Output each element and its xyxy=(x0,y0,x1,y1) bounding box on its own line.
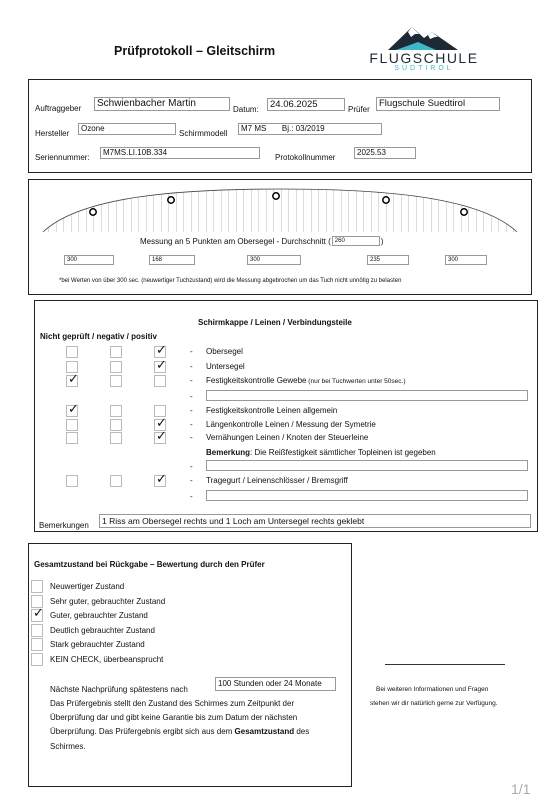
gesamt-option-4-label: Deutlich gebrauchter Zustand xyxy=(50,625,155,635)
row-bullet: - xyxy=(190,420,193,429)
gesamt-option-3-checkbox[interactable] xyxy=(31,605,44,622)
pruefer-field[interactable]: Flugschule Suedtirol xyxy=(376,97,500,111)
measure-average-field[interactable]: 260 xyxy=(332,236,380,246)
check-row-3-positiv-checkbox[interactable] xyxy=(154,375,166,387)
check-row-7-label: Tragegurt / Leinenschlösser / Bremsgriff xyxy=(206,476,348,485)
protokollnummer-field[interactable]: 2025.53 xyxy=(354,147,416,159)
measure-value-1[interactable]: 300 xyxy=(64,255,114,265)
check-row-1-nicht-geprueft-checkbox[interactable] xyxy=(66,346,78,358)
result-text-3a: Überprüfung. Das Prüfergebnis ergibt sich aus dem xyxy=(50,727,235,736)
measure-point-2 xyxy=(168,197,174,203)
signature-line xyxy=(385,664,505,665)
pruefer-label: Prüfer xyxy=(348,105,370,114)
row-bullet: - xyxy=(190,476,193,485)
measure-note: *bei Werten von über 300 sec. (neuwertiger Tuchzustand) wird die Messung abgebrochen um das Tuch nicht unnötig zu belasten xyxy=(59,278,402,284)
result-text-1: Das Prüfergebnis stellt den Zustand des Schirmes zum Zeitpunkt der xyxy=(50,699,295,708)
check-row-6-nicht-geprueft-checkbox[interactable] xyxy=(66,432,78,444)
check-row-1-label: Obersegel xyxy=(206,347,243,356)
mountain-logo-icon xyxy=(366,22,482,52)
check-row-4-negativ-checkbox[interactable] xyxy=(110,405,122,417)
result-text-2: Überprüfung dar und gibt keine Garantie bis zum Datum der nächsten xyxy=(50,713,298,722)
measure-caption-end: ) xyxy=(380,236,384,246)
datum-label: Datum: xyxy=(233,105,259,114)
check-row-5-negativ-checkbox[interactable] xyxy=(110,419,122,431)
result-text-3c: des xyxy=(294,727,310,736)
next-check-label: Nächste Nachprüfung spätestens nach xyxy=(50,685,188,694)
extra-note-field-3[interactable] xyxy=(206,490,528,501)
bemerkung-label: Bemerkung xyxy=(206,448,251,457)
logo-sub: SÜDTIROL xyxy=(394,65,454,72)
hersteller-field[interactable]: Ozone xyxy=(78,123,176,135)
seriennummer-field[interactable]: M7MS.LI.10B.334 xyxy=(100,147,260,159)
result-text-4: Schirmes. xyxy=(50,742,86,751)
hersteller-label: Hersteller xyxy=(35,129,70,138)
schirmmodell-field[interactable]: M7 MS Bj.: 03/2019 xyxy=(238,123,382,135)
check-row-4-nicht-geprueft-checkbox[interactable] xyxy=(66,401,79,417)
measure-point-5 xyxy=(461,209,467,215)
logo-name: FLUGSCHULE xyxy=(369,50,479,66)
row-bullet: - xyxy=(190,406,193,415)
checkmark-icon: ✓ xyxy=(156,428,167,443)
bemerkung-line xyxy=(206,448,436,457)
side-info-2: stehen wir dir natürlich gerne zur Verfügung. xyxy=(370,700,498,707)
checkmark-icon: ✓ xyxy=(156,415,167,430)
measure-value-5[interactable]: 300 xyxy=(445,255,487,265)
result-text-3 xyxy=(50,727,309,736)
logo xyxy=(366,22,482,74)
measure-caption-text: Messung an 5 Punkten am Obersegel - Durchschnitt ( xyxy=(140,236,331,246)
page-number: 1/1 xyxy=(511,781,531,797)
extra-note-field-1[interactable] xyxy=(206,390,528,401)
schirmmodell-label: Schirmmodell xyxy=(179,129,228,138)
wing-diagram xyxy=(41,186,519,234)
row-bullet: - xyxy=(190,347,193,356)
gesamt-option-3-label: Guter, gebrauchter Zustand xyxy=(50,611,148,620)
check-row-7-positiv-checkbox[interactable] xyxy=(154,471,167,487)
measure-value-2[interactable]: 168 xyxy=(149,255,195,265)
row-bullet: - xyxy=(190,433,193,442)
check-row-3-negativ-checkbox[interactable] xyxy=(110,375,122,387)
gesamt-option-4-checkbox[interactable] xyxy=(31,624,43,637)
measure-point-1 xyxy=(90,209,96,215)
measure-value-4[interactable]: 235 xyxy=(367,255,409,265)
check-row-7-nicht-geprueft-checkbox[interactable] xyxy=(66,475,78,487)
datum-field[interactable]: 24.06.2025 xyxy=(267,98,345,111)
side-info-1: Bei weiteren Informationen und Fragen xyxy=(376,686,489,693)
gesamt-option-2-label: Sehr guter, gebrauchter Zustand xyxy=(50,596,166,606)
page-title: Prüfprotokoll – Gleitschirm xyxy=(114,44,276,58)
checkmark-icon: ✓ xyxy=(156,342,167,357)
bemerkungen-label: Bemerkungen xyxy=(39,521,89,530)
checkmark-icon: ✓ xyxy=(68,401,79,416)
extra-note-field-2[interactable] xyxy=(206,460,528,471)
check-row-3-nicht-geprueft-checkbox[interactable] xyxy=(66,371,79,387)
gesamt-option-1-label: Neuwertiger Zustand xyxy=(50,582,125,591)
gesamt-option-6-label: KEIN CHECK, überbeansprucht xyxy=(50,654,164,664)
checks-section-title: Schirmkappe / Leinen / Verbindungsteile xyxy=(198,318,352,327)
bemerkungen-field[interactable]: 1 Riss am Obersegel rechts und 1 Loch am Untersegel rechts geklebt xyxy=(99,514,531,528)
row-bullet: - xyxy=(190,392,193,401)
check-row-3-label: Festigkeitskontrolle Gewebe (nur bei Tuchwerten unter 50sec.) xyxy=(206,376,406,385)
seriennummer-label: Seriennummer: xyxy=(35,153,90,162)
auftraggeber-field[interactable]: Schwienbacher Martin xyxy=(94,97,230,111)
gesamt-title: Gesamtzustand bei Rückgabe – Bewertung durch den Prüfer xyxy=(34,560,265,569)
checkmark-icon: ✓ xyxy=(156,471,167,486)
checks-column-header: Nicht geprüft / negativ / positiv xyxy=(40,332,157,341)
check-row-6-positiv-checkbox[interactable] xyxy=(154,428,167,444)
check-row-5-nicht-geprueft-checkbox[interactable] xyxy=(66,419,78,431)
check-row-5-label: Längenkontrolle Leinen / Messung der Symetrie xyxy=(206,420,376,429)
check-row-1-negativ-checkbox[interactable] xyxy=(110,346,122,358)
check-row-7-negativ-checkbox[interactable] xyxy=(110,475,122,487)
checkmark-icon: ✓ xyxy=(156,357,167,372)
checkmark-icon: ✓ xyxy=(33,605,44,620)
gesamt-option-6-checkbox[interactable] xyxy=(31,653,43,666)
measure-point-3 xyxy=(273,193,279,199)
gesamt-option-1-checkbox[interactable] xyxy=(31,580,43,593)
row-bullet: - xyxy=(190,376,193,385)
measure-caption xyxy=(140,236,383,246)
check-row-6-label: Vernähungen Leinen / Knoten der Steuerleine xyxy=(206,433,369,442)
check-row-6-negativ-checkbox[interactable] xyxy=(110,432,122,444)
auftraggeber-label: Auftraggeber xyxy=(35,104,82,113)
measure-value-3[interactable]: 300 xyxy=(247,255,301,265)
measure-point-4 xyxy=(383,197,389,203)
check-row-4-label: Festigkeitskontrolle Leinen allgemein xyxy=(206,406,338,415)
row-bullet: - xyxy=(190,492,193,501)
checkmark-icon: ✓ xyxy=(68,371,79,386)
bemerkung-text: : Die Reißfestigkeit sämtlicher Topleinen ist gegeben xyxy=(250,448,436,457)
gesamt-option-5-checkbox[interactable] xyxy=(31,638,43,651)
protokollnummer-label: Protokollnummer xyxy=(275,153,336,162)
result-text-3b: Gesamtzustand xyxy=(234,727,295,736)
next-check-field[interactable]: 100 Stunden oder 24 Monate xyxy=(215,677,336,691)
check-row-2-positiv-checkbox[interactable] xyxy=(154,357,167,373)
gesamt-option-5-label: Stark gebrauchter Zustand xyxy=(50,640,145,649)
check-row-2-label: Untersegel xyxy=(206,362,245,371)
row-bullet: - xyxy=(190,362,193,371)
check-row-2-negativ-checkbox[interactable] xyxy=(110,361,122,373)
row-bullet: - xyxy=(190,462,193,471)
